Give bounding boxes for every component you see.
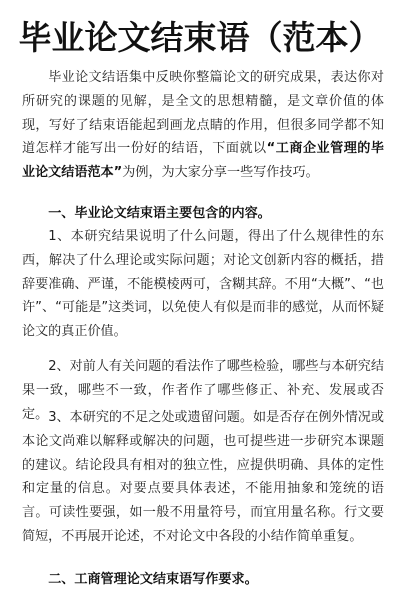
paragraph-item-1: 1、本研究结果说明了什么问题，得出了什么规律性的东西，解决了什么理论或实际问题；对论文创新内容的概括，措辞要准确、严谨，不能模棱两可，含糊其辞。不用“大概”、“也许”、“可能是”这类词，以免使人有似是而非的感觉，从而怀疑论文的真正价值。 — [22, 229, 384, 340]
paragraph-item-2: 2、对前人有关问题的看法作了哪些检验，哪些与本研究结果一致，哪些不一致，作者作了哪些修正、补充、发展或否定。 — [22, 359, 384, 422]
section-heading-1: 一、毕业论文结束语主要包含的内容。 — [48, 206, 271, 221]
intro-text-end: 为例，为大家分享一些写作技巧。 — [122, 165, 319, 181]
page-title: 毕业论文结束语（范本） — [18, 18, 382, 57]
intro-paragraph — [22, 66, 384, 185]
intro-highlight: “工商企业管理的毕业论文结语范本” — [22, 141, 384, 181]
section-heading-2: 二、工商管理论文结束语写作要求。 — [48, 572, 258, 587]
paragraph-item-3: 3、本研究的不足之处或遗留问题。如是否存在例外情况或本论文尚难以解释或解决的问题，也可提些进一步研究本课题的建议。结论段具有相对的独立性，应提供明确、具体的定性和定量的信息。对要点要具体表述，不能用抽象和笼统的语言。可读性要强，如一般不用量符号，而宜用量名称。行文要简短，不再展开论述，不对论文中各段的小结作简单重复。 — [22, 410, 384, 544]
intro-text: 毕业论文结语集中反映你整篇论文的研究成果，表达你对所研究的课题的见解，是全文的思想精髓，是文章价值的体现，写好了结束语能起到画龙点睛的作用，但很多同学都不知道怎样才能写出一份好的结语，下面就以 — [22, 70, 384, 157]
